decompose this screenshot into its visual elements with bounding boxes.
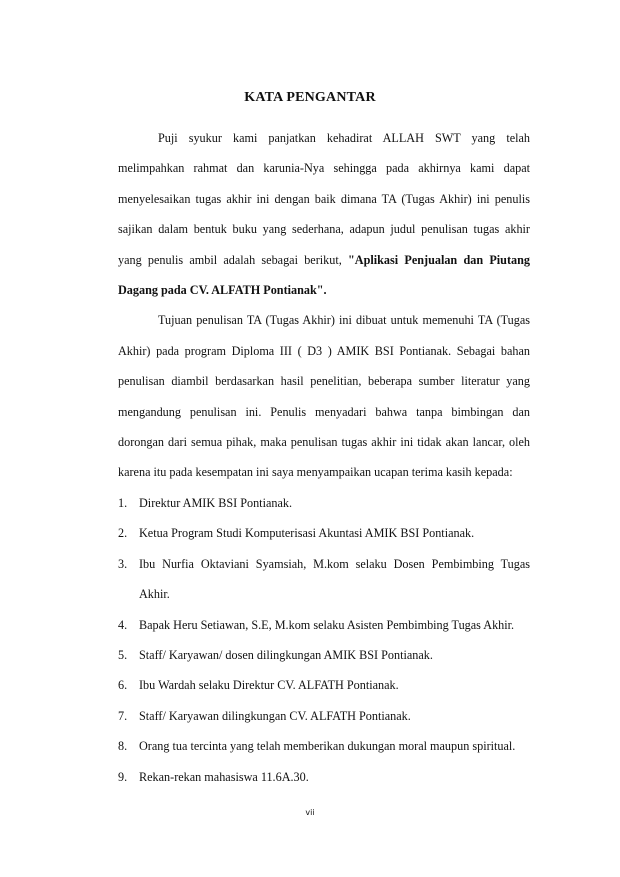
list-item-text: Orang tua tercinta yang telah memberikan dukungan moral maupun spiritual. [139,739,516,754]
paragraph-intro [118,123,530,305]
list-item-text: Ketua Program Studi Komputerisasi Akuntasi AMIK BSI Pontianak. [139,526,475,541]
document-body [118,123,530,792]
list-item-number: 5. [118,647,128,662]
paragraph-intro-text: Puji syukur kami panjatkan kehadirat ALLAH SWT yang telah melimpahkan rahmat dan karunia-Nya sehingga pada akhirnya kami dapat menyelesaikan tugas akhir ini dengan baik dimana TA (Tugas Akhir) ini penulis sajikan dalam bentuk buku yang sederhana, adapun judul penulisan tugas akhir yang penulis ambil adalah sebagai berikut, [118,131,530,267]
list-item [118,670,530,700]
list-item [118,549,530,610]
thesis-title: "Aplikasi Penjualan dan Piutang Dagang pada CV. ALFATH Pontianak" [118,252,530,298]
list-item [118,610,530,640]
list-item-text: Rekan-rekan mahasiswa 11.6A.30. [139,769,309,784]
list-item-text: Bapak Heru Setiawan, S.E, M.kom selaku Asisten Pembimbing Tugas Akhir. [139,617,515,632]
paragraph-purpose: Tujuan penulisan TA (Tugas Akhir) ini dibuat untuk memenuhi TA (Tugas Akhir) pada program Diploma III ( D3 ) AMIK BSI Pontianak. Sebagai bahan penulisan diambil berdasarkan hasil penelitian, beberapa sumber literatur yang mengandung penulisan ini. Penulis menyadari bahwa tanpa bimbingan dan dorongan dari semua pihak, maka penulisan tugas akhir ini tidak akan lancar, oleh karena itu pada kesempatan ini saya menyampaikan ucapan terima kasih kepada: [118,313,530,480]
page-title: KATA PENGANTAR [244,90,376,105]
list-item-number: 6. [118,678,128,693]
list-item-number: 8. [118,739,128,754]
list-item [118,762,530,792]
list-item [118,518,530,548]
list-item-number: 1. [118,495,128,510]
list-item-number: 9. [118,769,128,784]
list-item-text: Direktur AMIK BSI Pontianak. [139,495,293,510]
list-item-text: Ibu Nurfia Oktaviani Syamsiah, M.kom selaku Dosen Pembimbing Tugas Akhir. [139,556,530,602]
page-number: vii [305,808,315,817]
list-item-number: 4. [118,617,128,632]
list-item-text: Staff/ Karyawan/ dosen dilingkungan AMIK BSI Pontianak. [139,647,433,662]
thesis-title-end: . [323,283,327,298]
list-item-text: Ibu Wardah selaku Direktur CV. ALFATH Pontianak. [139,678,399,693]
list-item [118,640,530,670]
list-item-number: 7. [118,708,128,723]
list-item-number: 2. [118,526,128,541]
list-item-number: 3. [118,556,128,571]
list-item [118,701,530,731]
list-item [118,731,530,761]
list-item [118,488,530,518]
acknowledgement-list [118,488,530,792]
list-item-text: Staff/ Karyawan dilingkungan CV. ALFATH Pontianak. [139,708,411,723]
